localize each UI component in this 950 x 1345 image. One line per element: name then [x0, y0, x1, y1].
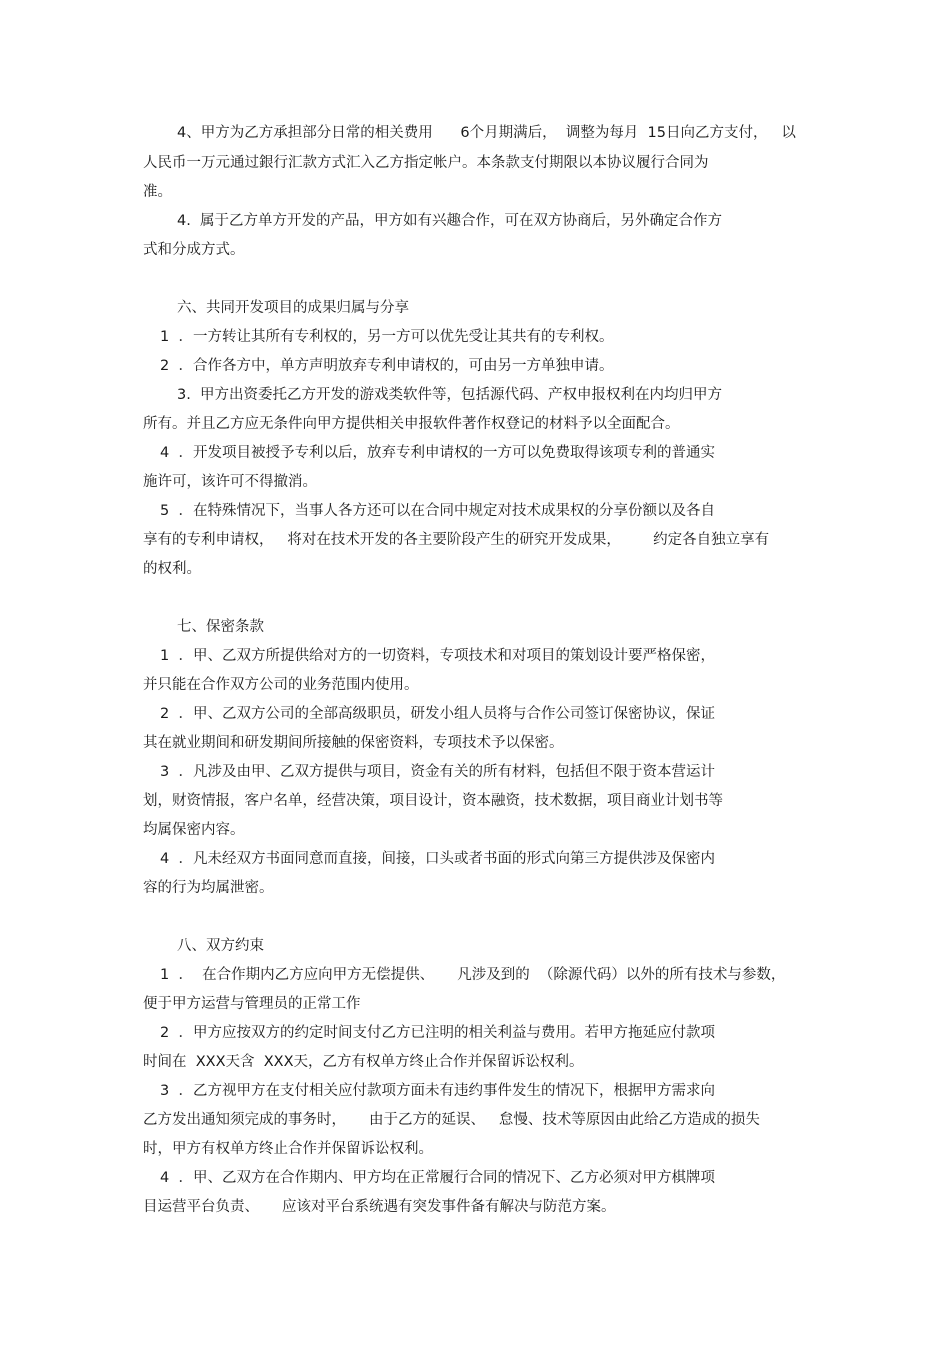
section-6-item-5-line-2: 享有的专利申请权， 将对在技术开发的各主要阶段产生的研究开发成果， 约定各自独立享有: [143, 532, 770, 548]
section-7-heading: 七、保密条款: [177, 619, 264, 635]
section-8-item-4-line-1: 4 ．甲、乙双方在合作期内、甲方均在正常履行合同的情况下、乙方必须对甲方棋牌项: [160, 1170, 715, 1186]
section-8-item-1-line-2: 便于甲方运营与管理员的正常工作: [143, 996, 361, 1012]
section-8-item-4-line-2: 目运营平台负责、 应该对平台系统遇有突发事件备有解决与防范方案。: [143, 1199, 616, 1215]
clause-4-product-line-2: 式和分成方式。: [143, 242, 245, 258]
section-6-item-2: 2 ．合作各方中，单方声明放弃专利申请权的，可由另一方单独申请。: [160, 358, 614, 374]
section-6-item-4-line-2: 施许可，该许可不得撤消。: [143, 474, 317, 490]
section-6-item-1: 1 ．一方转让其所有专利权的，另一方可以优先受让其共有的专利权。: [160, 329, 614, 345]
section-6-item-3-line-2: 所有。并且乙方应无条件向甲方提供相关申报软件著作权登记的材料予以全面配合。: [143, 416, 680, 432]
section-7-item-3-line-3: 均属保密内容。: [143, 822, 245, 838]
section-8-item-3-line-2: 乙方发出通知须完成的事务时， 由于乙方的延误、 怠慢、技术等原因由此给乙方造成的损失: [143, 1112, 760, 1128]
clause-4-fee-line-1: 4、甲方为乙方承担部分日常的相关费用 6个月期满后， 调整为每月 15日向乙方支付， 以: [177, 125, 796, 141]
clause-4-fee-line-2: 人民币一万元通过銀行汇款方式汇入乙方指定帐户。本条款支付期限以本协议履行合同为: [143, 155, 709, 171]
section-7-item-3-line-2: 划，财资情报，客户名单，经营决策，项目设计，资本融资，技术数据，项目商业计划书等: [143, 793, 723, 809]
section-6-heading: 六、共同开发项目的成果归属与分享: [177, 300, 409, 316]
section-8-item-3-line-3: 时，甲方有权单方终止合作并保留诉讼权利。: [143, 1141, 433, 1157]
section-8-heading: 八、双方约束: [177, 938, 264, 954]
section-6-item-5-line-3: 的权利。: [143, 561, 201, 577]
section-6-item-5-line-1: 5 ．在特殊情况下，当事人各方还可以在合同中规定对技术成果权的分享份额以及各自: [160, 503, 715, 519]
clause-4-fee-line-3: 准。: [143, 184, 172, 200]
section-6-item-3-line-1: 3. 甲方出资委托乙方开发的游戏类软件等，包括源代码、产权申报权利在内均归甲方: [177, 387, 723, 403]
section-7-item-3-line-1: 3 ．凡涉及由甲、乙双方提供与项目，资金有关的所有材料，包括但不限于资本营运计: [160, 764, 715, 780]
section-7-item-1-line-1: 1 ．甲、乙双方所提供给对方的一切资料，专项技术和对项目的策划设计要严格保密，: [160, 648, 715, 664]
clause-4-product-line-1: 4. 属于乙方单方开发的产品，甲方如有兴趣合作，可在双方协商后，另外确定合作方: [177, 213, 723, 229]
section-8-item-1-line-1: 1 ． 在合作期内乙方应向甲方无偿提供、 凡涉及到的 （除源代码）以外的所有技术与参数，: [160, 967, 786, 983]
section-7-item-2-line-2: 其在就业期间和研发期间所接触的保密资料，专项技术予以保密。: [143, 735, 564, 751]
section-8-item-2-line-2: 时间在 XXX天含 XXX天，乙方有权单方终止合作并保留诉讼权利。: [143, 1054, 584, 1070]
section-7-item-2-line-1: 2 ．甲、乙双方公司的全部高级职员，研发小组人员将与合作公司签订保密协议，保证: [160, 706, 715, 722]
section-7-item-1-line-2: 并只能在合作双方公司的业务范围内使用。: [143, 677, 419, 693]
section-8-item-3-line-1: 3 ．乙方视甲方在支付相关应付款项方面未有违约事件发生的情况下，根据甲方需求向: [160, 1083, 715, 1099]
section-7-item-4-line-1: 4 ．凡未经双方书面同意而直接，间接，口头或者书面的形式向第三方提供涉及保密内: [160, 851, 715, 867]
section-7-item-4-line-2: 容的行为均属泄密。: [143, 880, 274, 896]
section-8-item-2-line-1: 2 ．甲方应按双方的约定时间支付乙方已注明的相关利益与费用。若甲方拖延应付款项: [160, 1025, 715, 1041]
section-6-item-4-line-1: 4 ．开发项目被授予专利以后，放弃专利申请权的一方可以免费取得该项专利的普通实: [160, 445, 715, 461]
